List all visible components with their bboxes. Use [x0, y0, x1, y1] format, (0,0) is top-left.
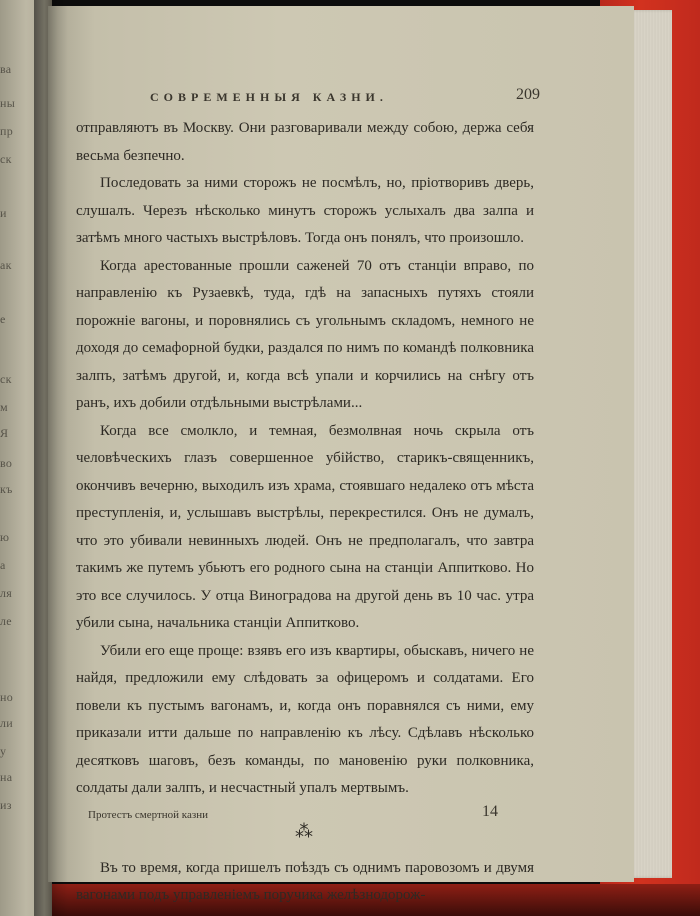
- left-page-fragment: из: [0, 798, 12, 812]
- left-page-fragment: ю: [0, 530, 10, 544]
- left-page-fragment: ны: [0, 96, 16, 110]
- left-page-fragment: на: [0, 770, 13, 784]
- paragraph: Когда все смолкло, и темная, безмолвная ночь скрыла отъ человѣческихъ глазъ совершенное убійство, старикъ-священникъ, окончивъ вечерню, выходилъ изъ храма, стоявшаго недалеко отъ мѣста преступленія, и, услышавъ выстрѣлы, перекрестился. Онъ не думалъ, что это убивали невинныхъ людей. Онъ не предполагалъ, что завтра такимъ же путемъ убьютъ его родного сына на станціи Аппитково. Но это все случилось. У отца Виноградова на другой день въ 10 час. утра убили сына, начальника станціи Аппитково.: [76, 422, 534, 631]
- left-page-fragment: и: [0, 206, 7, 220]
- left-page-fragment: м: [0, 400, 8, 414]
- left-page-fragment: ск: [0, 372, 12, 386]
- left-page-fragment: ли: [0, 716, 14, 730]
- left-page-fragment: ак: [0, 258, 12, 272]
- left-page-fragment: е: [0, 312, 6, 326]
- page-edges: [628, 10, 672, 878]
- left-page-fragment: къ: [0, 482, 13, 496]
- running-title: СОВРЕМЕННЫЯ КАЗНИ.: [150, 90, 388, 104]
- paragraph: Когда арестованные прошли саженей 70 отъ станціи вправо, по направленію къ Рузаевкѣ, туда, гдѣ на запасныхъ путяхъ стояли порожніе вагоны, и поровнялись съ угольнымъ складомъ, немного не доходя до семафорной будки, раздался по нимъ по командѣ полковника залпъ, затѣмъ другой, и, когда всѣ упали и корчились на снѣгу отъ ранъ, ихъ добили отдѣльными выстрѣлами...: [76, 257, 534, 411]
- paragraph: Последовать за ними сторожъ не посмѣлъ, но, пріотворивъ дверь, слушалъ. Черезъ нѣсколько минутъ сторожъ услыхалъ два залпа и затѣмъ много частыхъ выстрѣловъ. Тогда онъ понялъ, что произошло.: [76, 175, 534, 246]
- page-header: [120, 86, 540, 110]
- left-page-fragment: но: [0, 690, 14, 704]
- paragraph: Въ то время, когда пришелъ поѣздъ съ однимъ паровозомъ и двумя вагонами подъ управленіемъ поручика желѣзнодорож-: [76, 859, 534, 903]
- section-break: ⁂: [295, 820, 315, 841]
- left-page-fragment: ле: [0, 614, 12, 628]
- left-page-fragment: ва: [0, 62, 12, 76]
- left-page-fragment: во: [0, 456, 13, 470]
- left-page-fragment: а: [0, 558, 6, 572]
- paragraph: отправляютъ въ Москву. Они разговаривали между собою, держа себя весьма безпечно.: [76, 120, 534, 164]
- signature-number: 14: [482, 803, 498, 820]
- paragraph: Убили его еще проще: взявъ его изъ квартиры, обыскавъ, ничего не найдя, предложили ему слѣдовать за офицеромъ и солдатами. Его повели къ пустымъ вагонамъ, и, когда онъ поравнялся съ ними, ему приказали итти дальше по направленію къ лѣсу. Сдѣлавъ нѣсколько десятковъ шаговъ, безъ команды, по мановенію руки полковника, солдаты дали залпъ, и несчастный упалъ мертвымъ.: [76, 642, 534, 796]
- left-page-fragment: Я: [0, 426, 9, 440]
- page-footer: [88, 803, 508, 827]
- left-page-fragment: ск: [0, 152, 12, 166]
- body-text: [76, 115, 534, 910]
- signature-mark: Протестъ смертной казни: [88, 809, 208, 821]
- left-page: [0, 0, 52, 916]
- left-page-fragment: у: [0, 744, 7, 758]
- page-number: 209: [516, 86, 540, 103]
- left-page-fragment: пр: [0, 124, 14, 138]
- left-page-fragment: ля: [0, 586, 13, 600]
